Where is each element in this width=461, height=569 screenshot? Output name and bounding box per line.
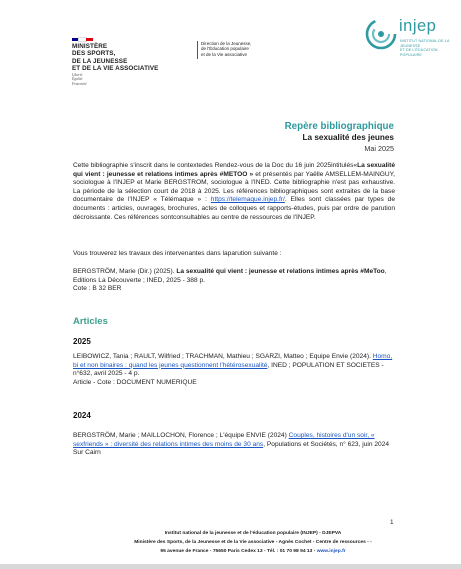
telemaque-link[interactable]: https://telemaque.injep.fr/ (210, 196, 285, 204)
article-entry (73, 432, 395, 458)
footer-address: 95 avenue de France - 75650 Paris Cedex 13 - Tél. : 01 70 98 94 13 - (160, 549, 317, 554)
article-authors: LEIBOWICZ, Tania ; RAULT, Wilfried ; TRACHMAN, Mathieu ; SGARZI, Matteo ; Equipe Envie (2024). (73, 353, 373, 360)
republic-motto (72, 73, 87, 86)
injep-website-link[interactable]: www.injep.fr (316, 549, 346, 554)
motto-line: Égalité (72, 77, 83, 82)
republic-flag-icon (72, 38, 94, 41)
ministry-name (72, 43, 190, 72)
article-details: , INED ; POPULATION ET SOCIETES - n°632, avril 2025 - 4 p. (73, 361, 384, 378)
intro-text: et présentés par Yaëlle AMSELLEM-MAINGUY, sociologue à l'INJEP et Marie BERGSTROM, sociologue à l'INED. Cette bibliographie n'est pas exhaustive. La période de la sélection court de 2018 à 2025. Les références bibliographiques sont extraites de la base documentaire de l'INJEP « Télémaque » : (73, 170, 395, 204)
page-number: 1 (390, 519, 394, 526)
injep-subtitle-line: INSTITUT NATIONAL DE LA JEUNESSE (400, 39, 450, 48)
year-heading: 2024 (73, 411, 91, 420)
document-date: Mai 2025 (364, 144, 394, 153)
direction-line: de l'Éducation populaire (201, 46, 249, 52)
intro-paragraph-2: Vous trouverez les travaux des intervenantes dans laparution suivante : (73, 250, 282, 257)
injep-subtitle-line: ET DE L'ÉDUCATION POPULAIRE (400, 48, 438, 57)
injep-subtitle (400, 39, 456, 57)
article-entry (73, 353, 395, 387)
ministry-line: MINISTÈRE (72, 43, 108, 50)
footer-line (108, 547, 398, 556)
motto-line: Fraternité (72, 81, 87, 86)
viewer-bottom-bar (0, 564, 461, 569)
article-details: , Populations et Sociétés, n° 623, juin 2024 (263, 440, 390, 448)
injep-logo-icon (364, 17, 398, 51)
article-availability: Sur Cairn (73, 449, 101, 457)
ministry-line: DES SPORTS, (72, 50, 116, 58)
article-title-link[interactable]: Homo, bi et non binaires : quand les jeunes questionnent l'hétérosexualité (73, 353, 393, 369)
direction-line: Direction de la Jeunesse, (201, 41, 252, 46)
footer-line: Institut national de la jeunesse et de l'éducation populaire (INJEP) - DJEPVA (164, 531, 342, 536)
article-cote: Article - Cote : DOCUMENT NUMERIQUE (73, 378, 197, 386)
direction-name (201, 41, 296, 57)
ministry-line: DE LA JEUNESSE (72, 57, 128, 65)
year-heading: 2025 (73, 337, 91, 346)
header-divider (197, 41, 198, 59)
section-title-articles: Articles (73, 316, 108, 327)
injep-wordmark: injep (399, 17, 437, 35)
reference-title: La sexualité qui vient : jeunesse et relations intimes après #MeToo (176, 268, 385, 275)
article-title-link[interactable]: Couples, histoires d'un soir, « sexfriends » : diversité des relations intimes des moins de 30 ans (73, 432, 375, 448)
direction-line: et de la Vie associative (201, 51, 247, 57)
reference-authors: BERGSTRÖM, Marie (Dir.) (2025). (73, 268, 177, 275)
reference-cote: Cote : B 32 BER (73, 285, 122, 293)
reference-details: , Editions La Découverte ; INED, 2025 - 388 p. (73, 268, 387, 284)
page-footer (108, 529, 398, 556)
intro-paragraph (73, 162, 395, 222)
ministry-line: ET DE LA VIE ASSOCIATIVE (72, 64, 159, 72)
document-subtitle: La sexualité des jeunes (302, 133, 394, 142)
event-title: La sexualité qui vient : jeunesse et relations intimes après #METOO » (73, 162, 396, 178)
motto-line: Liberté (72, 73, 83, 77)
intro-text: Cette bibliographie s'inscrit dans le contextedes Rendez-vous de la Doc du 16 juin 2025intitulés« (73, 162, 358, 169)
document-title: Repère bibliographique (284, 121, 394, 132)
intro-text: . Elles sont classées par types de documents : articles, ouvrages, brochures, actes de colloques et rapports-études, puis par ordre de parution décroissante. Ces références sontconsultables au centre de ressources de l'INJEP. (73, 196, 396, 221)
article-authors: BERGSTRÖM, Marie ; MAILLOCHON, Florence ; L'équipe ENVIE (2024) (73, 432, 289, 439)
book-reference (73, 268, 395, 294)
footer-line: Ministère des Sports, de la Jeunesse et de la Vie associative - Agnès Cochet - Centre de ressources - - (134, 540, 372, 545)
